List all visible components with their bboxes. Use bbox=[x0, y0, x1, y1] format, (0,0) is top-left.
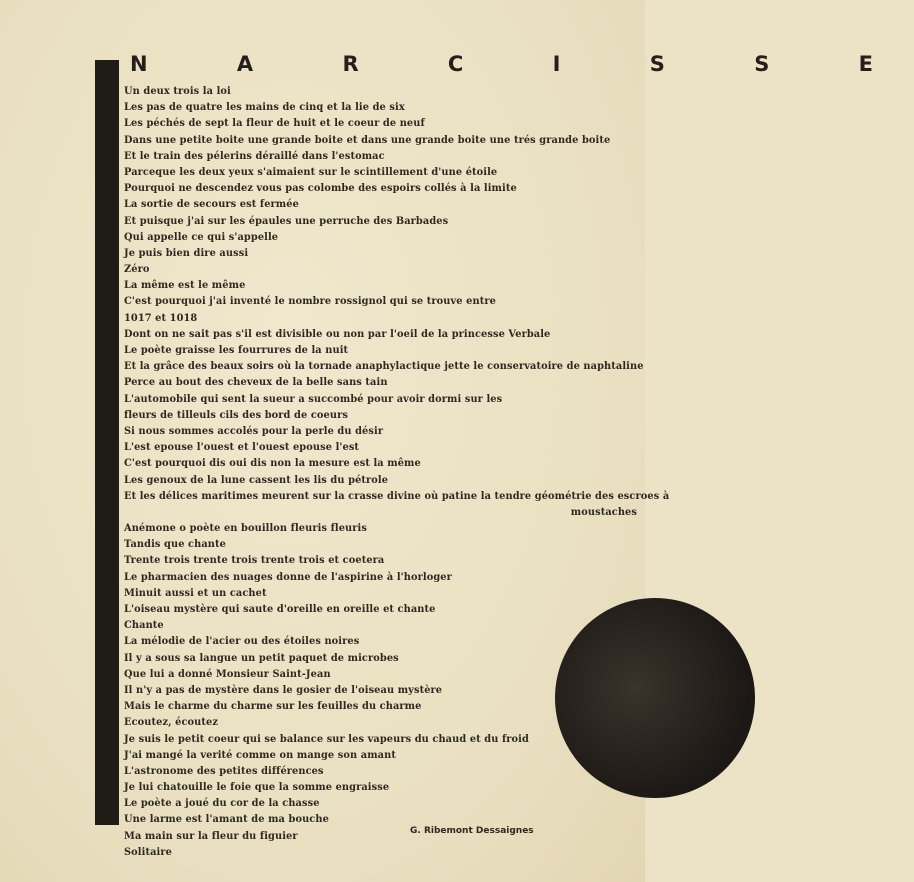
poem-line: Les pas de quatre les mains de cinq et la lie de six bbox=[124, 102, 405, 114]
poem-line: Je suis le petit coeur qui se balance sur les vapeurs du chaud et du froid bbox=[124, 733, 529, 745]
poem-line: Un deux trois la loi bbox=[124, 86, 231, 97]
poem-line: Et le train des pélerins déraillé dans l'estomac bbox=[124, 150, 385, 162]
poem-line: Anémone o poète en bouillon fleuris fleuris bbox=[124, 523, 367, 535]
poem-line: Il y a sous sa langue un petit paquet de microbes bbox=[124, 652, 399, 664]
poem-line: Les péchés de sept la fleur de huit et le coeur de neuf bbox=[124, 118, 425, 130]
poem-line: Zéro bbox=[124, 264, 150, 276]
poem-line: La même est le même bbox=[124, 280, 246, 292]
poem-line: Si nous sommes accolés pour la perle du désir bbox=[124, 425, 384, 437]
poem-line: Ecoutez, écoutez bbox=[124, 717, 219, 729]
poem-line: C'est pourquoi j'ai inventé le nombre rossignol qui se trouve entre bbox=[124, 296, 496, 308]
poem-line: Et la grâce des beaux soirs où la tornade anaphylactique jette le conservatoire de naphtaline bbox=[124, 361, 644, 373]
poem-line: Les genoux de la lune cassent les lis du pétrole bbox=[124, 474, 389, 486]
poem-line: Et les délices maritimes meurent sur la crasse divine où patine la tendre géométrie des escroes à bbox=[124, 490, 670, 502]
poem-line: Je lui chatouille le foie que la somme engraisse bbox=[124, 782, 390, 794]
poem-line-continuation: moustaches bbox=[570, 506, 637, 518]
author-signature: G. Ribemont Dessaignes bbox=[410, 826, 534, 836]
poem-line: Pourquoi ne descendez vous pas colombe des espoirs collés à la limite bbox=[124, 183, 517, 195]
poem-line: Dont on ne sait pas s'il est divisible ou non par l'oeil de la princesse Verbale bbox=[124, 328, 551, 340]
poem-line: Le poète graisse les fourrures de la nuit bbox=[124, 345, 349, 356]
poem-line: Trente trois trente trois trente trois et coetera bbox=[124, 555, 385, 567]
poem-line: Parceque les deux yeux s'aimaient sur le scintillement d'une étoile bbox=[124, 166, 498, 178]
poem-line: La sortie de secours est fermée bbox=[124, 199, 299, 211]
poem-line: Le poète a joué du cor de la chasse bbox=[124, 798, 320, 810]
poem-line: C'est pourquoi dis oui dis non la mesure est la même bbox=[124, 458, 421, 470]
poem-line: L'astronome des petites différences bbox=[124, 765, 324, 777]
vertical-black-bar bbox=[95, 60, 119, 825]
poem-line: Il n'y a pas de mystère dans le gosier de l'oiseau mystère bbox=[124, 684, 443, 696]
black-circle-graphic bbox=[555, 598, 755, 798]
poem-line: Je puis bien dire aussi bbox=[124, 247, 249, 259]
poem-title: N A R C I S S E bbox=[130, 52, 914, 76]
poem-line: Le pharmacien des nuages donne de l'aspirine à l'horloger bbox=[124, 571, 452, 583]
poem-line: Qui appelle ce qui s'appelle bbox=[124, 231, 279, 243]
poem-line: L'est epouse l'ouest et l'ouest epouse l'est bbox=[124, 442, 360, 454]
poem-body bbox=[124, 84, 670, 861]
poem-line: Perce au bout des cheveux de la belle sans tain bbox=[124, 377, 388, 389]
poem-line: La mélodie de l'acier ou des étoiles noires bbox=[124, 636, 360, 648]
poem-line: Une larme est l'amant de ma bouche bbox=[124, 814, 329, 826]
poem-line: Solitaire bbox=[124, 846, 172, 858]
poem-line: L'automobile qui sent la sueur a succombé pour avoir dormi sur les bbox=[124, 393, 503, 405]
poem-line: L'oiseau mystère qui saute d'oreille en oreille et chante bbox=[124, 604, 436, 615]
poem-line: Minuit aussi et un cachet bbox=[124, 587, 267, 599]
poem-line: 1017 et 1018 bbox=[124, 312, 198, 324]
poem-line: Dans une petite boite une grande boite et dans une grande boite une trés grande boite bbox=[124, 134, 611, 146]
poem-line: Tandis que chante bbox=[124, 539, 226, 551]
poem-line: J'ai mangé la verité comme on mange son amant bbox=[124, 749, 396, 761]
poem-line: fleurs de tilleuls cils des bord de coeurs bbox=[124, 409, 348, 421]
poem-line: Que lui a donné Monsieur Saint-Jean bbox=[124, 668, 331, 680]
poem-line: Ma main sur la fleur du figuier bbox=[124, 830, 298, 842]
poem-line: Mais le charme du charme sur les feuilles du charme bbox=[124, 701, 422, 713]
poem-line: Et puisque j'ai sur les épaules une perruche des Barbades bbox=[124, 215, 449, 227]
poem-line: Chante bbox=[124, 620, 164, 632]
